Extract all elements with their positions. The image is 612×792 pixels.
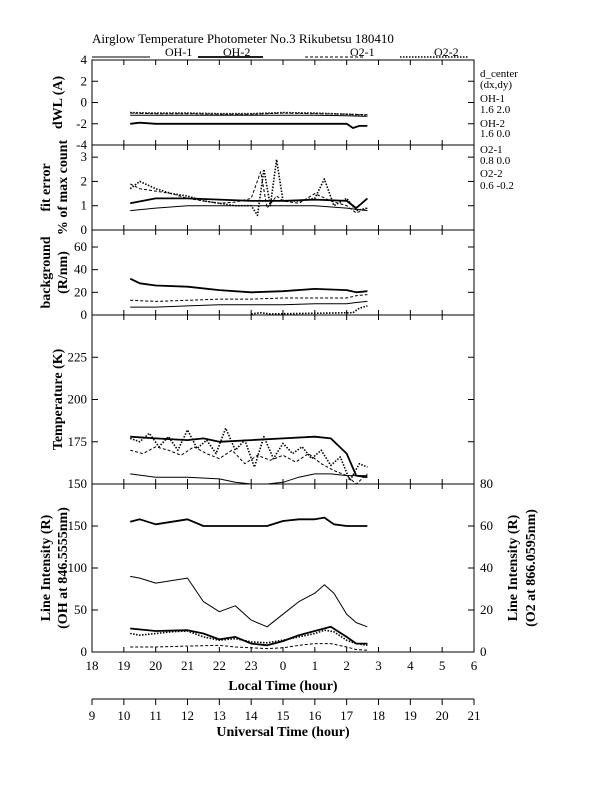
universal-time-tick-label: 14 bbox=[244, 708, 258, 723]
universal-time-tick-label: 21 bbox=[467, 708, 481, 723]
universal-time-tick-label: 18 bbox=[372, 708, 385, 723]
side-note-line: O2-1 bbox=[480, 144, 503, 156]
y-axis-label: Line Intensity (R) bbox=[39, 514, 54, 622]
panel-frame bbox=[92, 230, 474, 315]
series-oh-2 bbox=[130, 123, 367, 128]
panel-temperature bbox=[51, 315, 474, 491]
universal-time-tick-label: 10 bbox=[117, 708, 131, 723]
y-right-tick-label: 60 bbox=[480, 518, 493, 533]
y-tick-label: 4 bbox=[80, 52, 87, 67]
y-right-tick-label: 0 bbox=[480, 644, 487, 659]
y-axis-label-right: Line Intensity (R) bbox=[506, 514, 521, 622]
side-notes bbox=[480, 68, 518, 192]
y-tick-label: 0 bbox=[80, 94, 87, 110]
panel-frame bbox=[92, 60, 474, 145]
series-oh-2 bbox=[130, 437, 367, 478]
y-tick-label: 0 bbox=[80, 307, 87, 322]
local-time-tick-label: 21 bbox=[181, 658, 194, 673]
y-tick-label: -2 bbox=[76, 115, 87, 131]
universal-time-tick-label: 12 bbox=[181, 708, 194, 723]
panel-frame bbox=[92, 315, 474, 484]
y-axis-label: background bbox=[39, 236, 54, 309]
local-time-tick-label: 22 bbox=[212, 658, 226, 673]
y-tick-label: 225 bbox=[67, 349, 87, 365]
y-tick-label: 40 bbox=[74, 261, 87, 277]
y-tick-label: 60 bbox=[74, 239, 87, 254]
local-time-tick-label: 6 bbox=[470, 658, 478, 673]
y-tick-label: 3 bbox=[80, 149, 87, 165]
series-oh-2 bbox=[130, 279, 367, 293]
local-time-tick-label: 2 bbox=[343, 658, 350, 673]
local-time-tick-label: 23 bbox=[244, 658, 258, 673]
universal-time-tick-label: 15 bbox=[276, 708, 290, 723]
side-note-line: 0.6 -0.2 bbox=[480, 180, 514, 192]
plot-panels bbox=[39, 52, 539, 659]
y-axis-label-right-2: (O2 at 866.0595nm) bbox=[524, 509, 539, 627]
y-tick-label: 1 bbox=[80, 197, 87, 213]
series-o2-2 bbox=[251, 306, 367, 314]
y-axis-label-2: (R/nm) bbox=[56, 251, 71, 294]
side-note-line: OH-1 bbox=[480, 93, 506, 105]
y-tick-label: 2 bbox=[80, 73, 87, 89]
figure-title: Airglow Temperature Photometer No.3 Rikubetsu 180410 bbox=[92, 31, 394, 46]
series-oh-1 bbox=[130, 576, 367, 626]
side-note-line: 1.6 0.0 bbox=[480, 128, 511, 140]
universal-time-tick-label: 9 bbox=[88, 708, 96, 723]
series-o2-1 bbox=[130, 295, 367, 302]
local-time-tick-label: 20 bbox=[149, 658, 163, 673]
local-time-tick-label: 0 bbox=[279, 658, 287, 673]
local-time-tick-label: 19 bbox=[117, 658, 131, 673]
series-oh-2 bbox=[130, 627, 367, 646]
series-oh-1 bbox=[130, 206, 367, 211]
y-axis-label: fit error bbox=[39, 163, 54, 212]
y-tick-label: 200 bbox=[67, 391, 87, 407]
y-axis-label-2: % of max count bbox=[56, 139, 71, 236]
side-note-line: 0.8 0.0 bbox=[480, 155, 511, 167]
y-axis-label: dWL (A) bbox=[51, 75, 66, 130]
universal-time-tick-label: 19 bbox=[403, 708, 417, 723]
series-oh-2 bbox=[130, 518, 367, 526]
y-tick-label: 20 bbox=[74, 284, 87, 300]
panel-frame bbox=[92, 484, 474, 652]
y-right-tick-label: 80 bbox=[480, 476, 493, 491]
series-oh-1 bbox=[130, 115, 367, 116]
y-right-tick-label: 20 bbox=[480, 602, 493, 617]
y-tick-label: 150 bbox=[67, 518, 87, 533]
local-time-axis-label: Local Time (hour) bbox=[228, 679, 338, 694]
universal-time-tick-label: 13 bbox=[212, 708, 226, 723]
y-axis-label-2: (OH at 846.5555nm) bbox=[56, 507, 71, 629]
y-tick-label: 150 bbox=[67, 476, 87, 491]
panel-frame bbox=[92, 145, 474, 230]
y-tick-label: 175 bbox=[67, 433, 87, 449]
y-axis-label: Temperature (K) bbox=[51, 348, 66, 451]
legend-label-oh-1: OH-1 bbox=[165, 45, 193, 59]
local-time-tick-label: 18 bbox=[85, 658, 99, 673]
series-oh-1 bbox=[130, 474, 367, 484]
local-time-tick-label: 4 bbox=[407, 658, 414, 673]
y-tick-label: 0 bbox=[80, 222, 87, 237]
side-note-line: OH-2 bbox=[480, 118, 506, 130]
series-oh-1 bbox=[130, 301, 367, 307]
universal-time-tick-label: 20 bbox=[435, 708, 449, 723]
y-right-tick-label: 40 bbox=[480, 560, 493, 575]
y-tick-label: 2 bbox=[80, 173, 87, 189]
universal-time-tick-label: 16 bbox=[308, 708, 322, 723]
local-time-tick-label: 5 bbox=[438, 658, 446, 673]
side-note-line: O2-2 bbox=[480, 168, 503, 180]
panel-dWL bbox=[51, 52, 474, 152]
legend-label-o2-1: O2-1 bbox=[350, 45, 375, 59]
universal-time-tick-label: 17 bbox=[340, 708, 354, 723]
side-note-line: (dx,dy) bbox=[480, 79, 513, 91]
y-tick-label: 0 bbox=[80, 644, 87, 659]
local-time-tick-label: 1 bbox=[311, 658, 319, 673]
series-o2-2 bbox=[130, 428, 367, 480]
universal-time-tick-label: 11 bbox=[149, 708, 162, 723]
y-tick-label: 100 bbox=[67, 560, 87, 575]
legend-label-o2-2: O2-2 bbox=[434, 45, 459, 59]
universal-time-axis bbox=[89, 699, 481, 740]
local-time-axis bbox=[86, 658, 478, 694]
panel-fit-error bbox=[39, 140, 474, 237]
legend-label-oh-2: OH-2 bbox=[223, 45, 251, 59]
local-time-tick-label: 3 bbox=[375, 658, 382, 673]
universal-time-axis-label: Universal Time (hour) bbox=[216, 725, 350, 740]
y-tick-label: -4 bbox=[76, 137, 87, 152]
panel-background bbox=[39, 230, 474, 322]
side-note-line: 1.6 2.0 bbox=[480, 104, 511, 116]
panel-line-intensity bbox=[39, 476, 539, 659]
y-tick-label: 50 bbox=[74, 602, 87, 617]
side-note-line: d_center bbox=[480, 68, 518, 80]
series-o2-1 bbox=[130, 644, 367, 651]
legend bbox=[92, 45, 468, 59]
